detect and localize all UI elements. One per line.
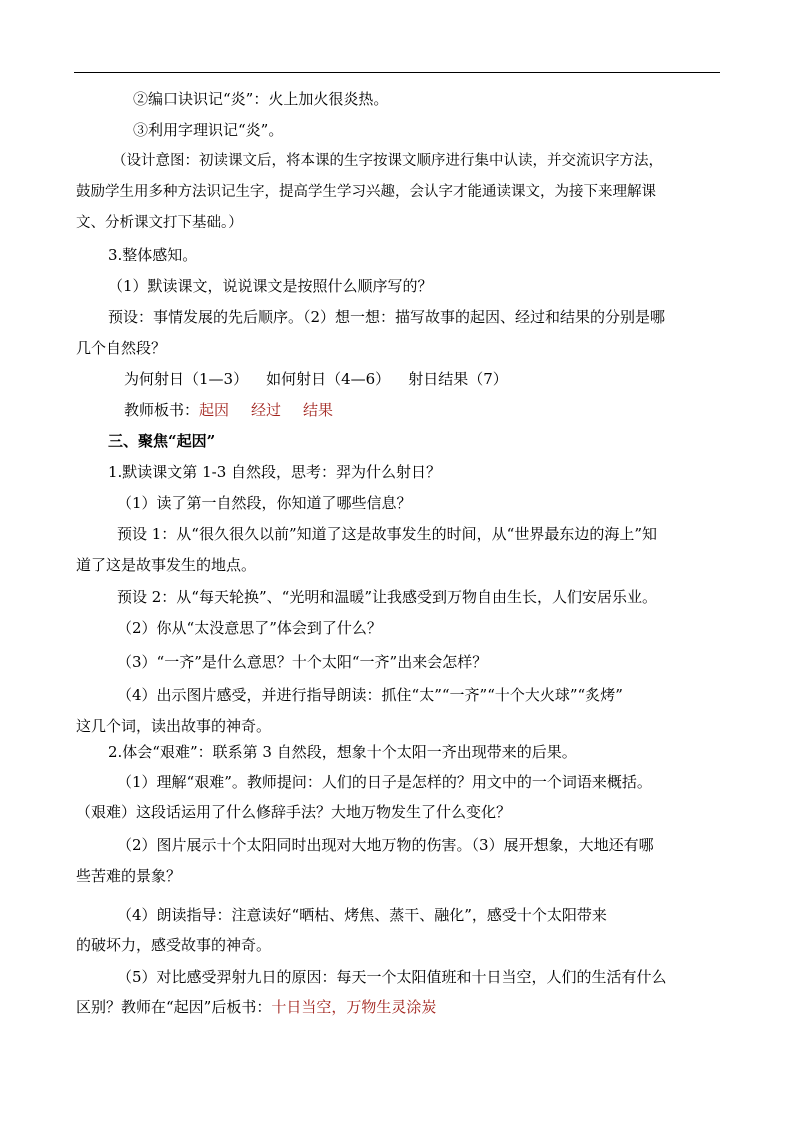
board-cause: 起因 [199,401,230,419]
text-line: （1）默读课文，说说课文是按照什么顺序写的？ [108,277,433,295]
design-intent-line: 鼓励学生用多种方法识记生字，提高学生学习兴趣，会认字才能通读课文，为接下来理解课 [76,184,656,200]
group-result: 射日结果（7） [408,370,508,388]
text-line: （3）“一齐”是什么意思？十个太阳“一齐”出来会怎样？ [117,653,488,671]
text-line: （4）朗读指导：注意读好“晒枯、烤焦、蒸干、融化”，感受十个太阳带来 [117,906,607,924]
paragraph-groups [124,369,508,389]
text-line: （1）理解“艰难”。教师提问：人们的日子是怎样的？用文中的一个词语来概括。 [117,773,652,791]
board-writing-line [76,997,436,1017]
board-writing-red: 十日当空，万物生灵涂炭 [271,998,437,1016]
design-intent-line [112,151,663,171]
section-heading: 三、聚焦“起因” [108,432,216,450]
text-line: 预设 1：从“很久很久以前”知道了这是故事发生的时间，从“世界最东边的海上”知 [117,525,657,543]
text-line: （艰难）这段话运用了什么修辞手法？大地万物发生了什么变化？ [76,803,512,821]
board-process: 经过 [251,401,282,419]
text-line: （2）图片展示十个太阳同时出现对大地万物的伤害。（3）展开想象，大地还有哪 [117,836,654,854]
group-how: 如何射日（4—6） [266,370,391,388]
design-intent-text: （设计意图：初读课文后，将本课的生字按课文顺序进行集中认读，并交流识字方法， [112,153,663,169]
section-heading: 3.整体感知。 [108,246,198,264]
board-result: 结果 [303,401,334,419]
header-rule [74,72,720,73]
section-heading: 2.体会“艰难”：联系第 3 自然段，想象十个太阳一齐出现带来的后果。 [108,743,577,761]
text-line: 些苦难的景象？ [76,867,182,885]
text-line: 1.默读课文第 1-3 自然段，思考：羿为什么射日？ [108,463,442,481]
group-why: 为何射日（1—3） [124,370,249,388]
text-line: ②编口诀识记“炎”：火上加火很炎热。 [133,90,389,108]
board-writing-prefix: 区别？教师在“起因”后板书： [76,998,272,1016]
text-line: ③利用字理识记“炎”。 [133,121,284,139]
text-line: 预设 2：从“每天轮换”、“光明和温暖”让我感受到万物自由生长，人们安居乐业。 [117,588,657,606]
design-intent-line: 文、分析课文打下基础。） [76,215,243,231]
text-line: 道了这是故事发生的地点。 [76,556,257,574]
text-line: 的破坏力，感受故事的神奇。 [76,936,272,954]
text-line: 预设：事情发展的先后顺序。（2）想一想：描写故事的起因、经过和结果的分别是哪 [108,308,666,326]
board-writing [124,400,333,420]
text-line: （4）出示图片感受，并进行指导朗读：抓住“太”“一齐”“十个大火球”“炙烤” [117,686,623,704]
board-label: 教师板书： [124,401,200,419]
text-line: 几个自然段？ [76,339,167,357]
text-line: （5）对比感受羿射九日的原因：每天一个太阳值班和十日当空，人们的生活有什么 [117,968,667,986]
text-line: （1）读了第一自然段，你知道了哪些信息？ [117,494,412,512]
text-line: 这几个词，读出故事的神奇。 [76,717,272,735]
text-line: （2）你从“太没意思了”体会到了什么？ [117,619,382,637]
